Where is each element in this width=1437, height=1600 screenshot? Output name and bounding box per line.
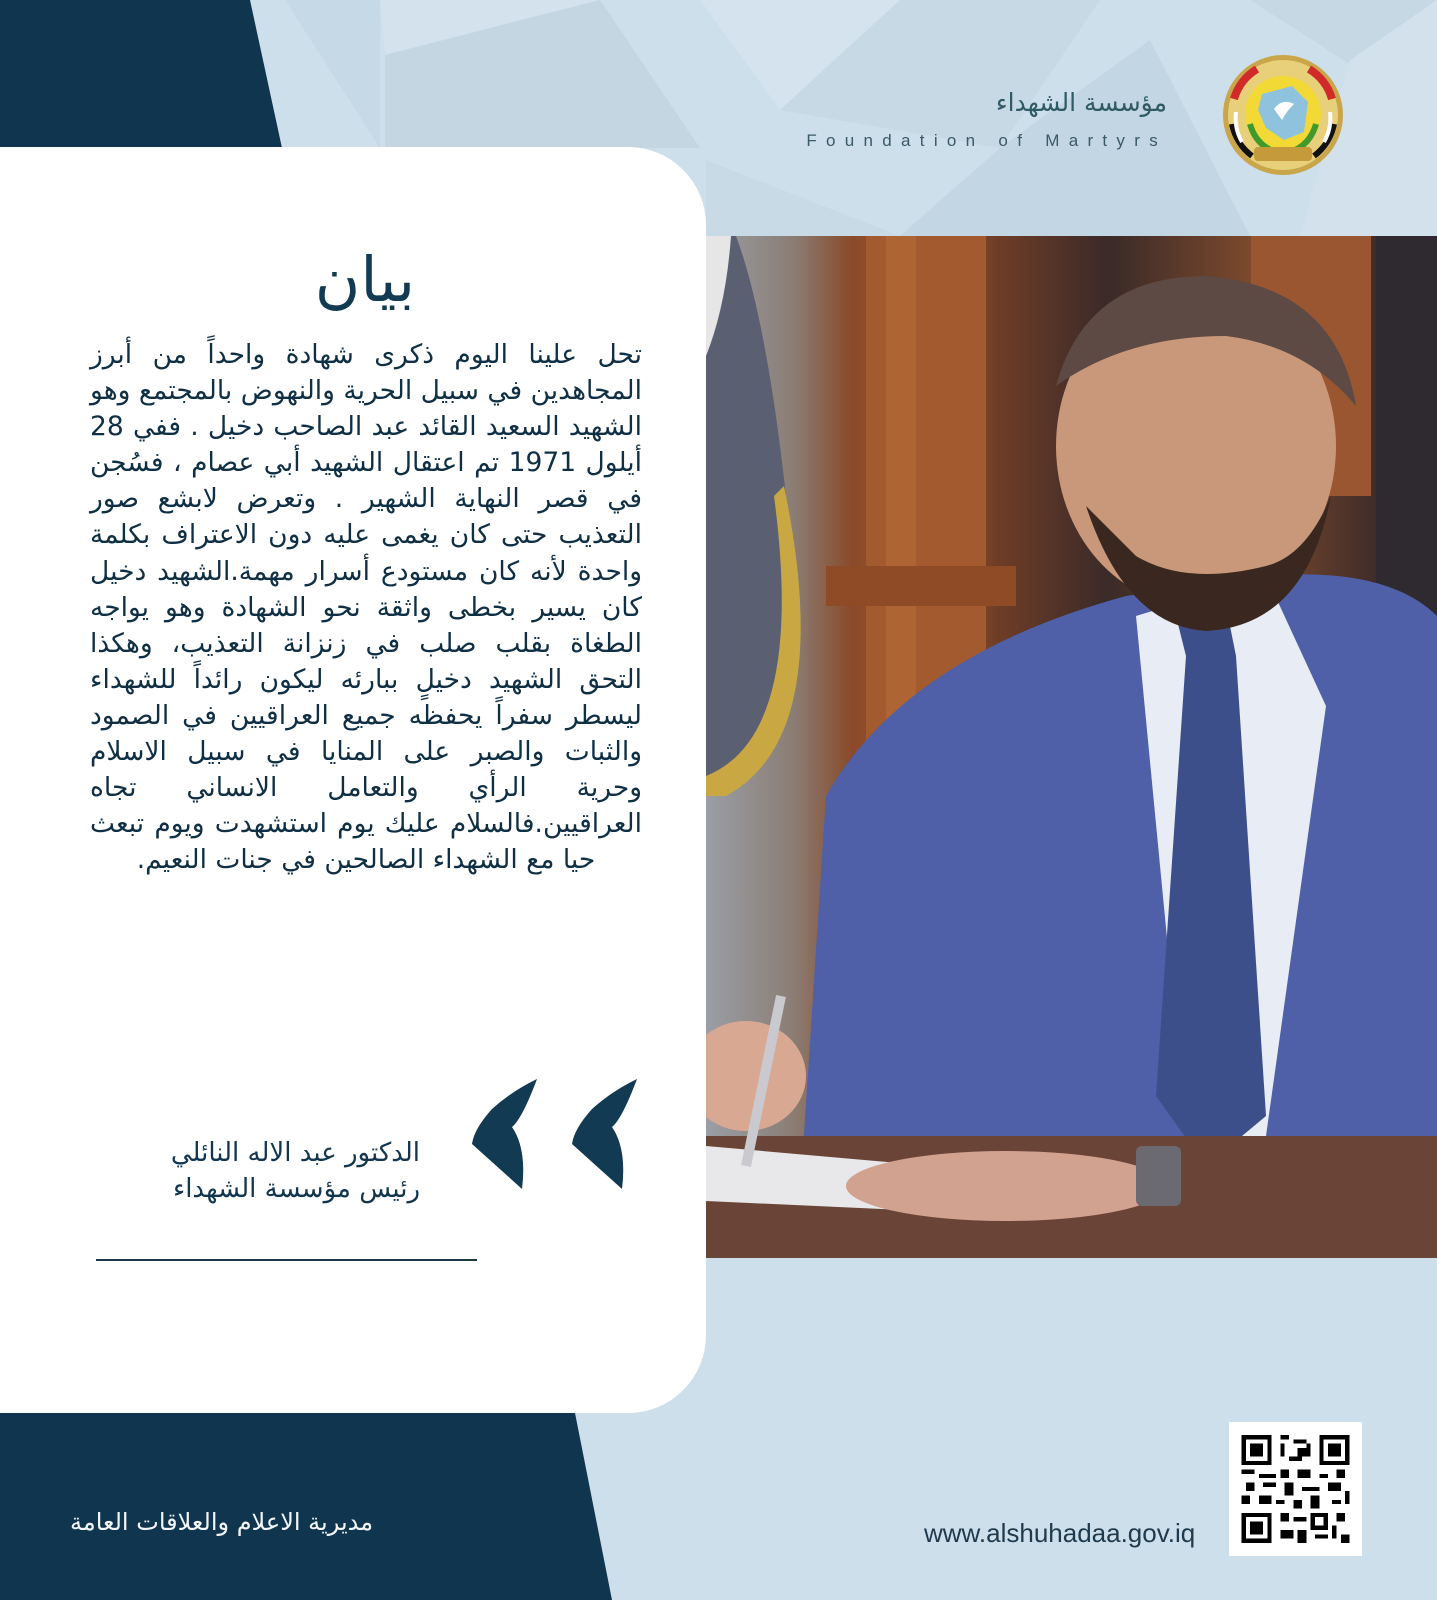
signature-title: رئيس مؤسسة الشهداء [172,1174,420,1204]
statement-body: تحل علينا اليوم ذكرى شهادة واحداً من أبرز المجاهدين في سبيل الحرية والنهوض بالمجتمع وهو الشهيد السعيد القائد عبد الصاحب دخيل . ففي 28 أيلول 1971 تم اعتقال الشهيد أبي عصام ، فسُجن في قصر النهاية الشهير . وتعرض لابشع صور التعذيب حتى كان يغمى عليه دون الاعتراف بكلمة واحدة لأنه كان مستودع أسرار مهمة.الشهيد دخيل كان يسير بخطى واثقة نحو الشهادة وهو يواجه الطغاة بقلب صلب في زنزانة التعذيب، وهكذا التحق الشهيد دخيلٍ ببارئه ليكون رائداً للشهداء ليسطر سفراً يحفظه جميع العراقيين في الصمود والثبات والصبر على المنايا في سبيل الاسلام وحرية الرأي والتعامل الانساني تجاه العراقيين.فالسلام عليك يوم استشهدت ويوم تبعث حيا مع الشهداء الصالحين في جنات النعيم. [90,339,642,876]
divider-line [96,1259,477,1261]
signature-name: الدكتور عبد الاله النائلي [170,1138,420,1168]
statement-title: بيان [314,243,416,316]
org-name-english: Foundation of Martyrs [806,131,1167,150]
quotation-marks-icon [452,1079,652,1199]
navy-footer-band [0,1413,620,1600]
qr-code-icon[interactable] [1229,1422,1362,1556]
website-link[interactable]: www.alshuhadaa.gov.iq [924,1518,1196,1548]
signature-block [90,1135,420,1207]
navy-corner-top [0,0,290,148]
statement-card [0,147,706,1413]
foundation-seal-icon [1222,54,1344,176]
brand-header [806,88,1167,151]
org-name-arabic: مؤسسة الشهداء [995,88,1167,117]
footer-department: مديرية الاعلام والعلاقات العامة [70,1508,374,1536]
portrait-photo [706,236,1437,1258]
